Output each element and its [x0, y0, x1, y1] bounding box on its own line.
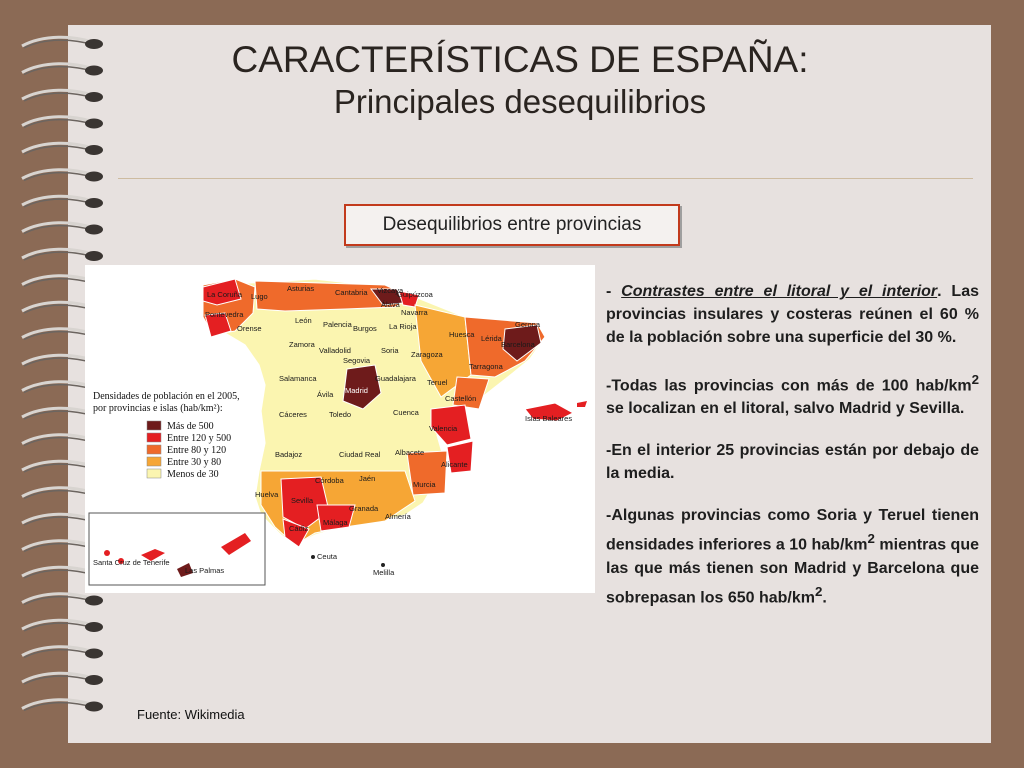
label-navarra: Navarra: [401, 308, 428, 317]
legend-title-line1: Densidades de población en el 2005,: [93, 391, 240, 402]
legend-title-line2: por provincias e islas (hab/km²):: [93, 403, 223, 414]
label-la-coruna: La Coruña: [207, 290, 243, 299]
body-text: [606, 280, 979, 628]
label-santa-cruz: Santa Cruz de Tenerife: [93, 558, 170, 567]
label-alava: Álava: [381, 300, 400, 309]
population-density-map: [85, 265, 595, 593]
legend-swatch: [147, 469, 161, 478]
label-caceres: Cáceres: [279, 410, 307, 419]
paragraph-4: -Algunas provincias como Soria y Teruel tienen densidades inferiores a 10 hab/$km^2$ mientras que las que más tienen son Madrid y Barcelona que sobrepasan los 650 hab/$km^2$.: [606, 507, 980, 606]
map-region-lapalma: [104, 550, 110, 556]
label-castellon: Castellón: [445, 394, 477, 403]
label-palencia: Palencia: [323, 320, 352, 329]
label-la-rioja: La Rioja: [389, 322, 417, 331]
label-cordoba: Córdoba: [315, 476, 344, 485]
label-valladolid: Valladolid: [319, 346, 351, 355]
label-soria: Soria: [381, 346, 399, 355]
label-cadiz: Cádiz: [289, 524, 309, 533]
label-zaragoza: Zaragoza: [411, 350, 443, 359]
legend-swatch: [147, 457, 161, 466]
label-pontevedra: Pontevedra: [205, 310, 244, 319]
label-leon: León: [295, 316, 312, 325]
label-ceuta: Ceuta: [317, 552, 338, 561]
map-region-menorca: [577, 401, 587, 407]
emphasis-contrastes: Contrastes entre el litoral y el interior: [621, 283, 938, 300]
legend-label: Menos de 30: [167, 469, 219, 480]
legend-swatch: [147, 445, 161, 454]
label-cuenca: Cuenca: [393, 408, 419, 417]
label-huesca: Huesca: [449, 330, 475, 339]
label-huelva: Huelva: [255, 490, 279, 499]
ceuta-marker: [311, 555, 315, 559]
legend-label: Entre 80 y 120: [167, 445, 227, 456]
label-almeria: Almería: [385, 512, 411, 521]
label-murcia: Murcia: [413, 480, 436, 489]
source-credit: Fuente: Wikimedia: [137, 707, 245, 722]
label-cantabria: Cantabria: [335, 288, 368, 297]
label-burgos: Burgos: [353, 324, 377, 333]
label-barcelona: Barcelona: [501, 340, 535, 349]
section-label: Desequilibrios entre provincias: [382, 214, 642, 235]
legend-swatch: [147, 421, 161, 430]
label-segovia: Segovia: [343, 356, 371, 365]
label-asturias: Asturias: [287, 284, 315, 293]
label-albacete: Albacete: [395, 448, 425, 457]
label-valencia: Valencia: [429, 424, 458, 433]
legend-label: Entre 120 y 500: [167, 433, 232, 444]
label-teruel: Teruel: [427, 378, 448, 387]
paragraph-2: -Todas las provincias con más de 100 hab/$km^2$ se localizan en el litoral, salvo Madrid y Sevilla.: [606, 372, 979, 418]
label-jaen: Jaén: [359, 474, 376, 483]
canary-inset: [89, 513, 265, 585]
map-legend: [93, 391, 240, 480]
slide-title: [110, 38, 930, 122]
legend-label: Entre 30 y 80: [167, 457, 222, 468]
title-main: CARACTERÍSTICAS DE ESPAÑA:: [231, 39, 809, 80]
label-las-palmas: Las Palmas: [185, 566, 225, 575]
label-zamora: Zamora: [289, 340, 315, 349]
legend-label: Más de 500: [167, 421, 214, 432]
legend-swatch: [147, 433, 161, 442]
label-melilla: Melilla: [373, 568, 395, 577]
title-divider: [118, 178, 973, 179]
label-guadalajara: Guadalajara: [375, 374, 416, 383]
label-salamanca: Salamanca: [279, 374, 317, 383]
label-orense: Orense: [237, 324, 262, 333]
label-guipuzcoa: Guipúzcoa: [397, 290, 433, 299]
label-malaga: Málaga: [323, 518, 348, 527]
melilla-marker: [381, 563, 385, 567]
paragraph-3: -En el interior 25 provincias están por debajo de la media.: [606, 442, 979, 483]
label-lerida: Lérida: [481, 334, 502, 343]
label-granada: Granada: [349, 504, 379, 513]
label-avila: Ávila: [317, 390, 334, 399]
paragraph-1: - Contrastes entre el litoral y el interior. Las provincias insulares y costeras reúnen el 60 % de la población sobre una superficie del 30 %.: [606, 283, 980, 346]
label-sevilla: Sevilla: [291, 496, 314, 505]
label-toledo: Toledo: [329, 410, 352, 419]
label-vizcaya: Vizcaya: [377, 286, 404, 295]
label-madrid: Madrid: [345, 386, 368, 395]
label-lugo: Lugo: [251, 292, 268, 301]
label-alicante: Alicante: [441, 460, 468, 469]
label-islas-baleares: Islas Baleares: [525, 414, 573, 423]
label-gerona: Gerona: [515, 320, 541, 329]
title-sub: Principales desequilibrios: [333, 83, 707, 120]
label-badajoz: Badajoz: [275, 450, 303, 459]
label-ciudad-real: Ciudad Real: [339, 450, 381, 459]
map-region-castellon: [453, 377, 489, 409]
section-label-box: [344, 204, 680, 246]
label-tarragona: Tarragona: [469, 362, 503, 371]
